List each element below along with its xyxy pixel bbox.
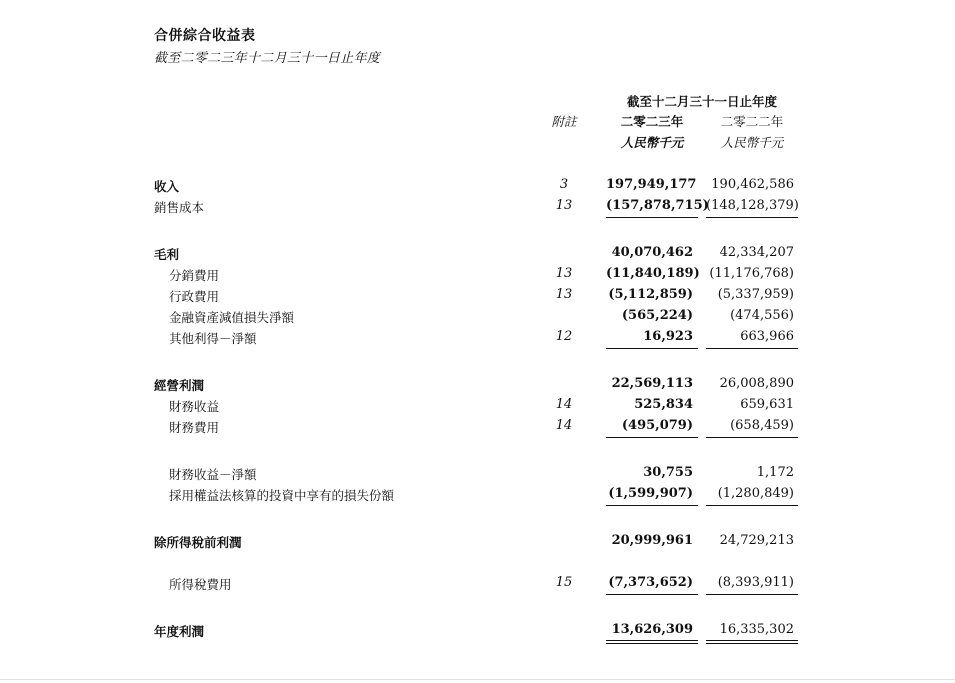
prior-unit-header: 人民幣千元	[720, 135, 784, 150]
row-label: 除所得稅前利潤	[154, 535, 242, 550]
row-note: 14	[555, 397, 573, 412]
row-label: 分銷費用	[169, 268, 220, 283]
row-label: 財務收益	[169, 399, 220, 414]
row-current-value: (5,112,859)	[608, 287, 693, 302]
row-label: 年度利潤	[154, 624, 205, 639]
row-note: 3	[559, 177, 569, 192]
current-year-header: 二零二三年	[620, 114, 684, 129]
row-label: 財務費用	[169, 420, 220, 435]
row-current-value: (7,373,652)	[608, 575, 693, 590]
row-prior-value: 1,172	[756, 465, 794, 480]
row-note: 13	[555, 287, 573, 302]
total-double-rule	[706, 640, 798, 641]
row-prior-value: (5,337,959)	[717, 287, 794, 302]
table-row-gross-profit	[0, 243, 955, 264]
subtotal-rule	[606, 217, 698, 218]
row-label: 經營利潤	[154, 378, 205, 393]
row-current-value: 22,569,113	[611, 376, 693, 391]
row-current-value: 197,949,177	[606, 177, 697, 192]
row-label: 收入	[154, 179, 180, 194]
table-row-share-of-losses	[0, 484, 955, 505]
row-prior-value: (148,128,379)	[706, 198, 799, 213]
table-row-admin-expenses	[0, 285, 955, 306]
row-current-value: 525,834	[634, 397, 693, 412]
row-label: 金融資產減值損失淨額	[169, 310, 295, 325]
table-row-profit-for-year	[0, 620, 955, 641]
row-note: 14	[555, 418, 573, 433]
row-label: 銷售成本	[154, 200, 205, 215]
row-note: 13	[555, 266, 573, 281]
row-prior-value: 659,631	[740, 397, 794, 412]
statement-title: 合併綜合收益表	[154, 28, 256, 44]
subtotal-rule	[606, 594, 698, 595]
total-double-rule	[606, 643, 698, 644]
subtotal-rule	[706, 594, 798, 595]
table-row-revenue	[0, 175, 955, 196]
row-label: 採用權益法核算的投資中享有的損失份額	[169, 488, 395, 503]
table-row-operating-profit	[0, 374, 955, 395]
subtotal-rule	[606, 505, 698, 506]
table-row-other-gains	[0, 327, 955, 348]
row-current-value: (565,224)	[621, 308, 693, 323]
row-label: 財務收益－淨額	[169, 467, 257, 482]
row-prior-value: 663,966	[740, 329, 794, 344]
table-row-finance-costs	[0, 416, 955, 437]
statement-subtitle: 截至二零二三年十二月三十一日止年度	[154, 51, 381, 66]
row-current-value: 13,626,309	[611, 622, 693, 637]
row-label: 行政費用	[169, 289, 220, 304]
subtotal-rule	[606, 437, 698, 438]
row-current-value: (1,599,907)	[608, 486, 693, 501]
row-prior-value: (8,393,911)	[717, 575, 794, 590]
period-group-header: 截至十二月三十一日止年度	[626, 94, 777, 109]
row-current-value: 20,999,961	[611, 533, 693, 548]
subtotal-rule	[606, 348, 698, 349]
row-note: 12	[555, 329, 573, 344]
row-current-value: (157,878,715)	[606, 198, 709, 213]
row-label: 其他利得－淨額	[169, 331, 257, 346]
row-prior-value: 42,334,207	[719, 245, 794, 260]
row-current-value: 30,755	[643, 465, 693, 480]
prior-year-header: 二零二二年	[720, 114, 784, 129]
row-current-value: 40,070,462	[611, 245, 693, 260]
row-current-value: (11,840,189)	[606, 266, 700, 281]
total-double-rule	[606, 640, 698, 641]
subtotal-rule	[706, 348, 798, 349]
row-prior-value: 190,462,586	[711, 177, 794, 192]
row-prior-value: (474,556)	[730, 308, 794, 323]
row-prior-value: 24,729,213	[719, 533, 794, 548]
total-double-rule	[706, 643, 798, 644]
row-prior-value: 16,335,302	[719, 622, 794, 637]
page-bottom-divider	[0, 679, 955, 680]
table-row-net-finance-income	[0, 463, 955, 484]
row-prior-value: 26,008,890	[719, 376, 794, 391]
row-prior-value: (11,176,768)	[709, 266, 794, 281]
table-row-profit-before-tax	[0, 531, 955, 552]
subtotal-rule	[706, 217, 798, 218]
table-row-income-tax	[0, 573, 955, 594]
table-row-cost-of-sales	[0, 196, 955, 217]
row-label: 毛利	[154, 247, 180, 262]
current-unit-header: 人民幣千元	[620, 135, 684, 150]
row-current-value: (495,079)	[621, 418, 693, 433]
note-column-header: 附註	[551, 114, 577, 129]
row-label: 所得稅費用	[169, 577, 232, 592]
row-prior-value: (658,459)	[730, 418, 794, 433]
subtotal-rule	[706, 505, 798, 506]
row-note: 15	[555, 575, 573, 590]
row-current-value: 16,923	[643, 329, 693, 344]
row-note: 13	[555, 198, 573, 213]
table-row-finance-income	[0, 395, 955, 416]
table-row-distribution-costs	[0, 264, 955, 285]
subtotal-rule	[706, 437, 798, 438]
table-row-impairment-losses	[0, 306, 955, 327]
row-prior-value: (1,280,849)	[717, 486, 794, 501]
